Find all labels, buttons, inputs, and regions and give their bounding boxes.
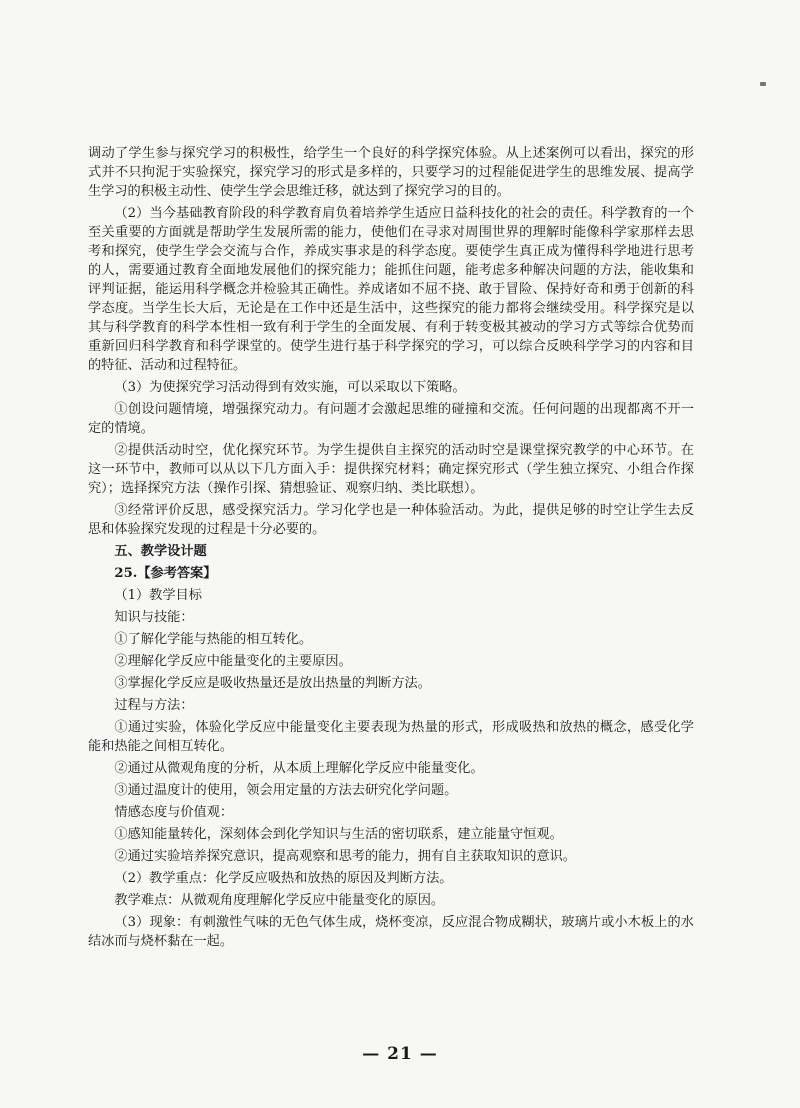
- difficult-point: 教学难点：从微观角度理解化学反应中能量变化的原因。: [114, 893, 445, 908]
- knowledge-item-3: ③掌握化学反应是吸收热量还是放出热量的判断方法。: [114, 676, 431, 691]
- attitude-label: 情感态度与价值观：: [114, 805, 234, 820]
- teaching-goal-title: （1）教学目标: [114, 588, 202, 603]
- key-point: （2）教学重点：化学反应吸热和放热的原因及判断方法。: [114, 871, 453, 886]
- page-number: — 21 —: [362, 1044, 438, 1064]
- paragraph-point-3: （3）为使探究学习活动得到有效实施，可以采取以下策略。: [114, 380, 466, 395]
- knowledge-skills-label: 知识与技能：: [114, 610, 194, 625]
- paragraph-strategy-1: ①创设问题情境，增强探究动力。有问题才会激起思维的碰撞和交流。任何问题的出现都离不开一定的情境。: [88, 402, 694, 436]
- process-item-1: ①通过实验，体验化学反应中能量变化主要表现为热量的形式，形成吸热和放热的概念，感受化学能和热能之间相互转化。: [88, 720, 694, 754]
- knowledge-item-1: ①了解化学能与热能的相互转化。: [114, 632, 313, 647]
- paragraph-strategy-2: ②提供活动时空，优化探究环节。为学生提供自主探究的活动时空是课堂探究教学的中心环节。在这一环节中，教师可以从以下几方面入手：提供探究材料；确定探究形式（学生独立探究、小组合作探究）；选择探究方法（操作引探、猜想验证、观察归纳、类比联想）。: [88, 443, 694, 496]
- answer-heading: 25.【参考答案】: [114, 566, 217, 581]
- phenomenon: （3）现象：有刺激性气味的无色气体生成，烧杯变凉，反应混合物成糊状，玻璃片或小木板上的水结冰而与烧杯黏在一起。: [88, 915, 694, 949]
- process-item-2: ②通过从微观角度的分析，从本质上理解化学反应中能量变化。: [114, 761, 484, 776]
- process-item-3: ③通过温度计的使用，领会用定量的方法去研究化学问题。: [114, 783, 458, 798]
- process-method-label: 过程与方法：: [114, 698, 194, 713]
- paragraph-strategy-3: ③经常评价反思，感受探究活力。学习化学也是一种体验活动。为此，提供足够的时空让学生去反思和体验探究发现的过程是十分必要的。: [88, 503, 694, 537]
- paragraph-point-2: （2）当今基础教育阶段的科学教育肩负着培养学生适应日益科技化的社会的责任。科学教育的一个至关重要的方面就是帮助学生发展所需的能力，使他们在寻求对周围世界的理解时能像科学家那样去思考和探究，使学生学会交流与合作，养成实事求是的科学态度。要使学生真正成为懂得科学地进行思考的人，需要通过教育全面地发展他们的探究能力；能抓住问题，能考虑多种解决问题的方法，能收集和评判证据，能运用科学概念并检验其正确性。养成诸如不屈不挠、敢于冒险、保持好奇和勇于创新的科学态度。当学生长大后，无论是在工作中还是生活中，这些探究的能力都将会继续受用。科学探究是以其与科学教育的科学本性相一致有利于学生的全面发展、有利于转变极其被动的学习方式等综合优势而重新回归科学教育和科学课堂的。使学生进行基于科学探究的学习，可以综合反映科学学习的内容和目的特征、活动和过程特征。: [88, 206, 694, 373]
- section-heading: 五、教学设计题: [114, 544, 207, 559]
- body-text: [88, 144, 694, 951]
- paragraph-continuation: 调动了学生参与探究学习的积极性，给学生一个良好的科学探究体验。从上述案例可以看出，探究的形式并不只拘泥于实验探究，探究学习的形式是多样的，只要学习的过程能促进学生的思维发展、提高学生学习的积极主动性、使学生学会思维迁移，就达到了探究学习的目的。: [88, 146, 694, 199]
- attitude-item-2: ②通过实验培养探究意识，提高观察和思考的能力，拥有自主获取知识的意识。: [114, 849, 576, 864]
- scan-speck: [760, 82, 766, 86]
- knowledge-item-2: ②理解化学反应中能量变化的主要原因。: [114, 654, 352, 669]
- attitude-item-1: ①感知能量转化，深刻体会到化学知识与生活的密切联系，建立能量守恒观。: [114, 827, 563, 842]
